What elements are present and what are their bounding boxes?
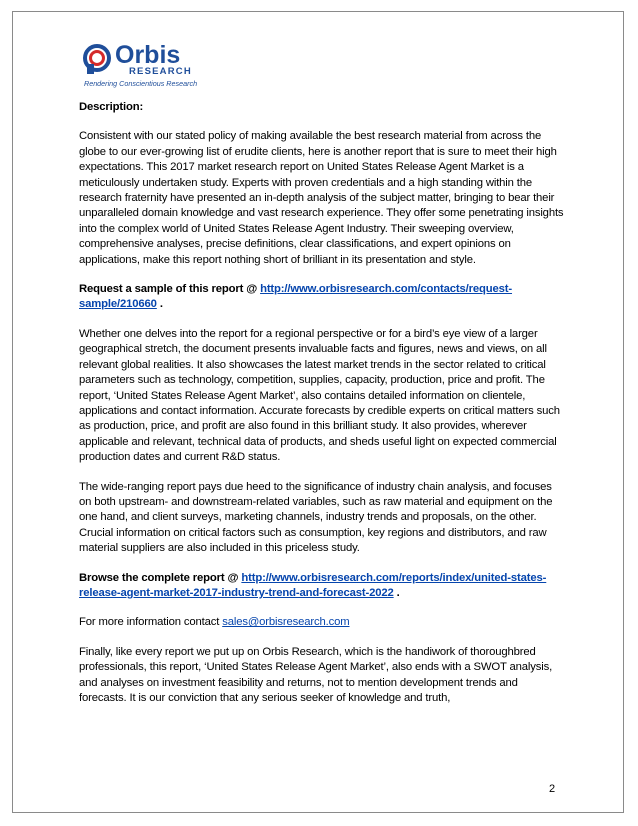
sample-link[interactable]: http://www.orbisresearch.com/contacts/request-sample/210660 [79, 283, 513, 311]
orbis-research-logo [82, 36, 212, 88]
paragraph-perspective: Whether one delves into the report for a regional perspective or for a bird’s eye view of a larger geographical stretch, the document presents invaluable facts and figures, news and views, on all relevant global realities. It also showcases the latest market trends in the sector related to critical parameters such as technology, competition, supplies, capacity, production, price and profit. The report, ‘United States Release Agent Market’, also contains detailed information on clientele, applications and contact information. Accurate forecasts by credible experts on critical matters such as production, price, and profit are also found in this brilliant study. It also provides, wherever applicable and relevant, technical data of products, and sheds useful light on expected commercial production dates and current R&D status. [79, 327, 560, 464]
contact-prefix: For more information contact [79, 616, 223, 629]
document-body [79, 100, 565, 720]
browse-suffix: . [393, 586, 400, 599]
paragraph-swot: Finally, like every report we put up on Orbis Research, which is the handiwork of thoroughbred professionals, this report, ‘United States Release Agent Market’, also ends with a SWOT analysis, and analyses on investment feasibility and returns, not to mention development trends and forecasts. It is our conviction that any serious seeker of knowledge and truth, [79, 645, 553, 704]
contact-email-link[interactable]: sales@orbisresearch.com [222, 616, 350, 629]
page-number: 2 [549, 783, 556, 795]
sample-prefix: Request a sample of this report @ [79, 283, 261, 296]
paragraph-industry-chain: The wide-ranging report pays due heed to the significance of industry chain analysis, and focuses on both upstream- and downstream-related variables, such as raw material and equipment on the one hand, and client surveys, marketing channels, industry trends and proposals, on the other. Crucial information on critical factors such as consumption, key regions and distributors, and raw material suppliers are also included in this priceless study. [79, 480, 553, 555]
browse-report-line [79, 571, 565, 602]
description-heading: Description: [79, 101, 144, 113]
sample-suffix: . [156, 298, 163, 311]
paragraph-intro: Consistent with our stated policy of making available the best research material from across the globe to our ever-growing list of erudite clients, here is another report that is sure to meet their high expectations. This 2017 market research report on United States Release Agent Market is a meticulously undertaken study. Experts with proven credentials and a high standing within the research fraternity have presented an in-depth analysis of the subject matter, bringing to bear their unparalleled domain knowledge and vast research experience. They offer some penetrating insights into the complex world of United States Release Agent Industry. Their sweeping overview, comprehensive analyses, precise definitions, clear classifications, and expert opinions on applications, make this report nothing short of brilliant in its presentation and style. [79, 130, 564, 266]
sample-request-line [79, 282, 565, 313]
contact-line [79, 615, 565, 630]
logo-tagline: Rendering Conscientious Research [84, 79, 198, 88]
logo-sub: RESEARCH [129, 66, 192, 77]
logo-name: Orbis [115, 41, 181, 69]
browse-link[interactable]: http://www.orbisresearch.com/reports/index/united-states-release-agent-market-2017-industry-trend-and-forecast-2022 [79, 571, 547, 599]
browse-prefix: Browse the complete report @ [79, 571, 242, 584]
